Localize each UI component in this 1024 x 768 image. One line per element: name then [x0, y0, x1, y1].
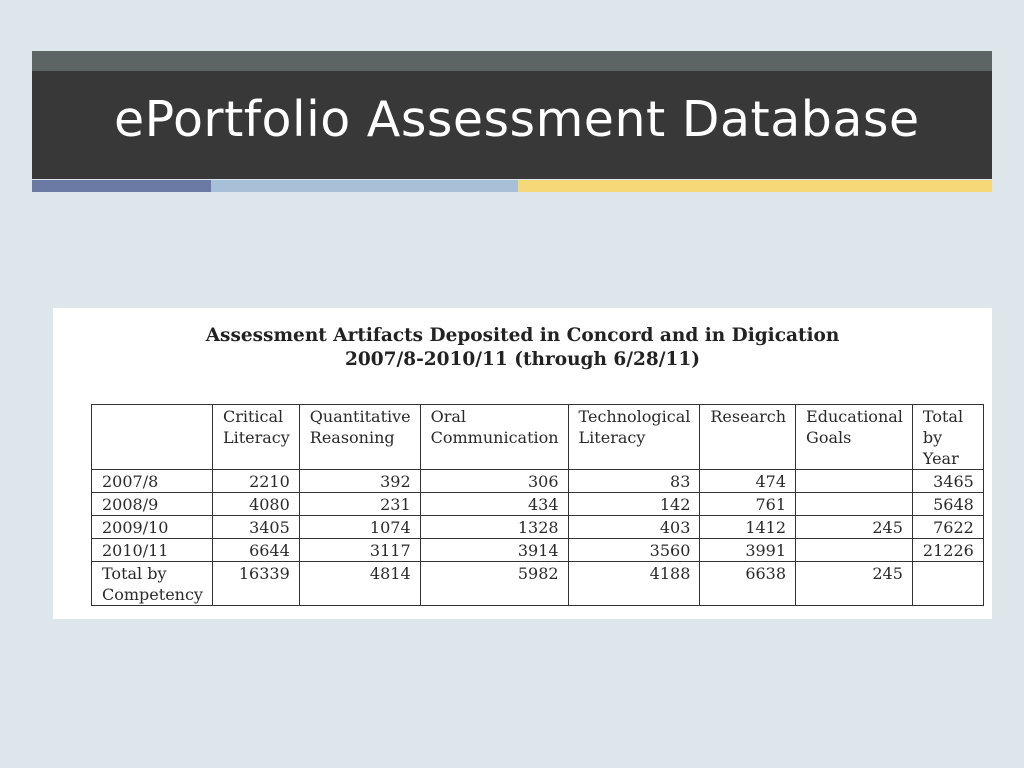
table-row — [92, 539, 984, 562]
table-cell: 5648 — [912, 493, 983, 516]
column-header-blank — [92, 405, 213, 470]
table-cell: 231 — [299, 493, 420, 516]
column-header-critical-literacy: Critical Literacy — [212, 405, 299, 470]
column-header-educational-goals: Educational Goals — [796, 405, 913, 470]
table-cell: 306 — [420, 470, 568, 493]
table-cell — [796, 470, 913, 493]
table-title-line-2: 2007/8-2010/11 (through 6/28/11) — [345, 349, 700, 370]
table-cell: 392 — [299, 470, 420, 493]
table-cell: 4814 — [299, 562, 420, 606]
title-band — [32, 51, 992, 192]
table-cell: 5982 — [420, 562, 568, 606]
artifacts-table — [91, 404, 984, 606]
table-cell: 3560 — [568, 539, 700, 562]
accent-stripe-yellow — [518, 180, 992, 192]
accent-stripe-blue — [32, 180, 211, 192]
table-cell: 403 — [568, 516, 700, 539]
table-cell: 3991 — [700, 539, 796, 562]
table-cell: 16339 — [212, 562, 299, 606]
table-cell: 245 — [796, 516, 913, 539]
table-cell: 3914 — [420, 539, 568, 562]
table-title-line-1: Assessment Artifacts Deposited in Concord and in Digication — [205, 325, 840, 346]
row-label: 2008/9 — [92, 493, 213, 516]
column-header-technological-literacy: Technological Literacy — [568, 405, 700, 470]
table-cell — [796, 493, 913, 516]
table-row — [92, 493, 984, 516]
row-label: 2009/10 — [92, 516, 213, 539]
column-header-research: Research — [700, 405, 796, 470]
table-image — [53, 308, 992, 619]
table-row — [92, 516, 984, 539]
title-band-top — [32, 51, 992, 71]
table-cell: 1328 — [420, 516, 568, 539]
table-row — [92, 470, 984, 493]
row-label: Total by Competency — [92, 562, 213, 606]
table-row-total — [92, 562, 984, 606]
row-label: 2010/11 — [92, 539, 213, 562]
table-cell: 6638 — [700, 562, 796, 606]
table-cell — [912, 562, 983, 606]
table-cell: 761 — [700, 493, 796, 516]
table-cell: 2210 — [212, 470, 299, 493]
table-cell: 1412 — [700, 516, 796, 539]
accent-stripe-light-blue — [211, 180, 518, 192]
table-cell: 6644 — [212, 539, 299, 562]
table-cell — [796, 539, 913, 562]
table-title — [53, 324, 992, 372]
table-cell: 4080 — [212, 493, 299, 516]
table-cell: 83 — [568, 470, 700, 493]
table-cell: 21226 — [912, 539, 983, 562]
column-header-total-by-year: Total by Year — [912, 405, 983, 470]
table-cell: 3465 — [912, 470, 983, 493]
slide-title: ePortfolio Assessment Database — [114, 91, 920, 148]
table-cell: 4188 — [568, 562, 700, 606]
table-header-row — [92, 405, 984, 470]
row-label: 2007/8 — [92, 470, 213, 493]
table-cell: 142 — [568, 493, 700, 516]
table-cell: 3117 — [299, 539, 420, 562]
column-header-oral-communication: Oral Communication — [420, 405, 568, 470]
table-cell: 245 — [796, 562, 913, 606]
table-cell: 3405 — [212, 516, 299, 539]
column-header-quantitative-reasoning: Quantitative Reasoning — [299, 405, 420, 470]
table-cell: 434 — [420, 493, 568, 516]
table-cell: 474 — [700, 470, 796, 493]
table-cell: 7622 — [912, 516, 983, 539]
table-cell: 1074 — [299, 516, 420, 539]
